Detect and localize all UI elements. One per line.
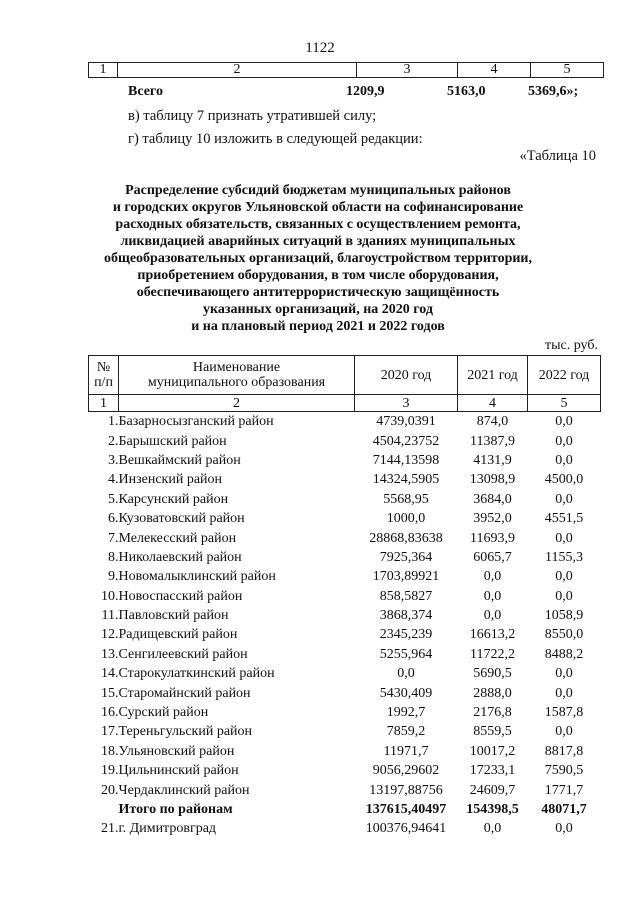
value-2021: 3684,0 xyxy=(473,491,512,507)
table-row xyxy=(89,412,601,432)
municipality-name: Новомалыклинский район xyxy=(118,569,276,585)
header-name-line2: муниципального образования xyxy=(147,375,326,390)
table-title xyxy=(98,182,538,335)
value-2020: 14324,5905 xyxy=(372,472,440,488)
municipality-name: Радищевский район xyxy=(118,627,238,643)
value-2020: 4739,0391 xyxy=(376,414,436,430)
value-2022: 4551,5 xyxy=(544,511,584,527)
row-number: 17. xyxy=(101,724,119,740)
table-row xyxy=(89,587,601,606)
continuation-total-2022: 5369,6»; xyxy=(528,84,579,99)
table-row xyxy=(89,819,601,838)
title-line: ликвидацией аварийных ситуаций в зданиях муниципальных xyxy=(120,234,516,249)
table-row xyxy=(89,509,601,528)
municipality-name: Тереньгульский район xyxy=(118,724,253,740)
units-label: тыс. руб. xyxy=(545,338,598,353)
row-number: 11. xyxy=(101,608,119,624)
value-2022: 0,0 xyxy=(555,724,573,740)
municipality-name: Цильнинский район xyxy=(118,763,239,779)
cont-col-2: 2 xyxy=(118,63,357,78)
municipality-name: Новоспасский район xyxy=(118,588,243,604)
total-row xyxy=(89,800,601,819)
row-number: 19. xyxy=(101,763,119,779)
value-2020: 9056,29602 xyxy=(372,763,440,779)
value-2020: 0,0 xyxy=(397,666,415,682)
value-2020: 5568,95 xyxy=(383,491,429,507)
table-row xyxy=(89,490,601,509)
value-2022: 0,0 xyxy=(555,433,573,449)
value-2020: 28868,83638 xyxy=(369,530,443,546)
municipality-name: Чердаклинский район xyxy=(118,782,250,798)
value-2022: 0,0 xyxy=(555,491,573,507)
cont-col-5: 5 xyxy=(531,63,604,78)
index-cell: 4 xyxy=(458,395,528,412)
header-2020: 2020 год xyxy=(355,356,458,395)
value-2020: 7925,364 xyxy=(379,549,433,565)
value-2021: 874,0 xyxy=(476,414,509,430)
value-2020: 1000,0 xyxy=(386,511,426,527)
continuation-total-2020: 1209,9 xyxy=(346,84,385,99)
table-row xyxy=(89,683,601,702)
index-row xyxy=(89,395,601,412)
table-row xyxy=(89,528,601,547)
continuation-header-table xyxy=(88,62,604,78)
value-2020: 4504,23752 xyxy=(372,433,440,449)
municipality-name: Кузоватовский район xyxy=(118,511,245,527)
row-number: 18. xyxy=(101,743,119,759)
value-2021: 6065,7 xyxy=(473,549,512,565)
header-num-line1: № xyxy=(96,360,111,375)
value-2021: 0,0 xyxy=(483,569,502,585)
row-number: 6. xyxy=(108,511,119,527)
value-2020: 7859,2 xyxy=(386,724,426,740)
value-2020: 5430,409 xyxy=(379,685,433,701)
value-2022: 1587,8 xyxy=(544,705,584,721)
row-number: 2. xyxy=(108,433,119,449)
municipality-name: Старомайнский район xyxy=(118,685,251,701)
municipality-name: Вешкаймский район xyxy=(118,452,241,468)
value-2021: 0,0 xyxy=(483,588,502,604)
row-number: 14. xyxy=(101,666,119,682)
value-2021: 5690,5 xyxy=(473,666,512,682)
index-cell: 2 xyxy=(119,395,355,412)
row-number: 15. xyxy=(101,685,119,701)
value-2022: 7590,5 xyxy=(544,763,584,779)
cont-col-1: 1 xyxy=(89,63,118,78)
municipality-name: Итого по районам xyxy=(118,802,233,817)
subsidy-table xyxy=(88,355,601,839)
value-2022: 8488,2 xyxy=(544,646,584,662)
municipality-name: Барышский район xyxy=(118,433,227,449)
table-row xyxy=(89,761,601,780)
value-2022: 0,0 xyxy=(555,530,573,546)
municipality-name: Ульяновский район xyxy=(118,743,235,759)
value-2022: 1771,7 xyxy=(544,782,584,798)
header-row xyxy=(89,356,601,395)
municipality-name: Николаевский район xyxy=(118,549,242,565)
row-number: 21. xyxy=(101,821,119,837)
row-number: 13. xyxy=(101,646,119,662)
title-line: и городских округов Ульяновской области на софинансирование xyxy=(112,200,524,215)
value-2020: 13197,88756 xyxy=(369,782,443,798)
table-row xyxy=(89,451,601,470)
value-2021: 0,0 xyxy=(483,821,502,837)
value-2022: 1155,3 xyxy=(545,549,583,565)
table-note: «Таблица 10 xyxy=(519,148,596,164)
value-2022: 8817,8 xyxy=(544,743,584,759)
row-number: 16. xyxy=(101,705,119,721)
header-name xyxy=(119,356,355,395)
value-2021: 11387,9 xyxy=(470,433,515,449)
title-line: общеобразовательных организаций, благоустройством территории, xyxy=(104,251,532,266)
row-number: 9. xyxy=(108,569,119,585)
value-2021: 13098,9 xyxy=(469,472,516,488)
table-row xyxy=(89,664,601,683)
table-row xyxy=(89,470,601,489)
index-cell: 1 xyxy=(89,395,119,412)
title-line: и на плановый период 2021 и 2022 годов xyxy=(191,319,445,334)
value-2021: 3952,0 xyxy=(473,511,512,527)
value-2022: 1058,9 xyxy=(544,608,584,624)
table-row xyxy=(89,567,601,586)
cont-col-3: 3 xyxy=(357,63,458,78)
value-2020: 1703,89921 xyxy=(372,569,440,585)
row-number xyxy=(89,800,119,819)
value-2020: 1992,7 xyxy=(386,705,426,721)
header-name-line1: Наименование xyxy=(192,360,281,375)
value-2022: 48071,7 xyxy=(541,802,587,817)
paragraph-v: в) таблицу 7 признать утратившей силу; xyxy=(128,108,377,124)
municipality-name: Мелекесский район xyxy=(118,530,237,546)
value-2021: 10017,2 xyxy=(469,743,516,759)
header-num-line2: п/п xyxy=(94,375,113,390)
municipality-name: г. Димитровград xyxy=(118,821,217,837)
index-cell: 5 xyxy=(528,395,601,412)
value-2022: 0,0 xyxy=(555,666,573,682)
value-2021: 11722,2 xyxy=(470,646,515,662)
value-2022: 4500,0 xyxy=(544,472,584,488)
value-2021: 17233,1 xyxy=(469,763,516,779)
row-number: 12. xyxy=(101,627,119,643)
value-2020: 7144,13598 xyxy=(372,452,440,468)
value-2022: 0,0 xyxy=(555,414,573,430)
header-2022: 2022 год xyxy=(528,356,601,395)
row-number: 10. xyxy=(101,588,119,604)
paragraph-g: г) таблицу 10 изложить в следующей редакции: xyxy=(128,131,423,147)
municipality-name: Карсунский район xyxy=(118,491,229,507)
title-line: указанных организаций, на 2020 год xyxy=(203,302,433,317)
value-2022: 8550,0 xyxy=(544,627,584,643)
table-row xyxy=(89,722,601,741)
municipality-name: Павловский район xyxy=(118,608,229,624)
row-number: 20. xyxy=(101,782,119,798)
value-2021: 16613,2 xyxy=(469,627,516,643)
header-2021: 2021 год xyxy=(458,356,528,395)
row-number: 5. xyxy=(108,491,119,507)
municipality-name: Старокулаткинский район xyxy=(118,666,275,682)
municipality-name: Сурский район xyxy=(118,705,209,721)
municipality-name: Сенгилеевский район xyxy=(118,646,248,662)
value-2021: 2176,8 xyxy=(473,705,512,721)
row-number: 8. xyxy=(108,549,119,565)
table-row xyxy=(89,548,601,567)
table-row xyxy=(89,625,601,644)
municipality-name: Инзенский район xyxy=(118,472,223,488)
value-2021: 154398,5 xyxy=(466,802,519,817)
value-2020: 858,5827 xyxy=(379,588,433,604)
row-number: 4. xyxy=(108,472,119,488)
value-2020: 3868,374 xyxy=(379,608,433,624)
value-2021: 4131,9 xyxy=(473,452,512,468)
value-2021: 0,0 xyxy=(483,608,502,624)
table-row xyxy=(89,703,601,722)
table-row xyxy=(89,742,601,761)
row-number: 7. xyxy=(108,530,119,546)
title-line: обеспечивающего антитеррористическую защищённость xyxy=(136,285,500,300)
cont-col-4: 4 xyxy=(458,63,531,78)
continuation-total-label: Всего xyxy=(128,84,163,99)
index-cell: 3 xyxy=(355,395,458,412)
value-2020: 5255,964 xyxy=(379,646,433,662)
title-line: приобретением оборудования, в том числе оборудования, xyxy=(137,268,499,283)
value-2022: 0,0 xyxy=(555,452,573,468)
value-2021: 11693,9 xyxy=(470,530,515,546)
value-2020: 100376,94641 xyxy=(365,821,447,837)
table-row xyxy=(89,780,601,799)
continuation-total-2021: 5163,0 xyxy=(447,84,486,99)
municipality-name: Базарносызганский район xyxy=(118,414,274,430)
title-line: Распределение субсидий бюджетам муниципальных районов xyxy=(125,183,511,198)
value-2020: 11971,7 xyxy=(383,743,429,759)
page-number: 1122 xyxy=(305,40,335,56)
table-row xyxy=(89,431,601,450)
row-number: 3. xyxy=(108,452,119,468)
value-2021: 8559,5 xyxy=(473,724,512,740)
table-row xyxy=(89,645,601,664)
value-2022: 0,0 xyxy=(555,685,573,701)
value-2021: 24609,7 xyxy=(469,782,516,798)
value-2022: 0,0 xyxy=(555,569,573,585)
row-number: 1. xyxy=(108,414,119,430)
value-2020: 137615,40497 xyxy=(365,802,447,817)
header-num xyxy=(89,356,119,395)
value-2021: 2888,0 xyxy=(473,685,512,701)
title-line: расходных обязательств, связанных с осуществлением ремонта, xyxy=(115,217,521,232)
value-2020: 2345,239 xyxy=(379,627,433,643)
value-2022: 0,0 xyxy=(555,588,573,604)
value-2022: 0,0 xyxy=(555,821,573,837)
table-row xyxy=(89,606,601,625)
